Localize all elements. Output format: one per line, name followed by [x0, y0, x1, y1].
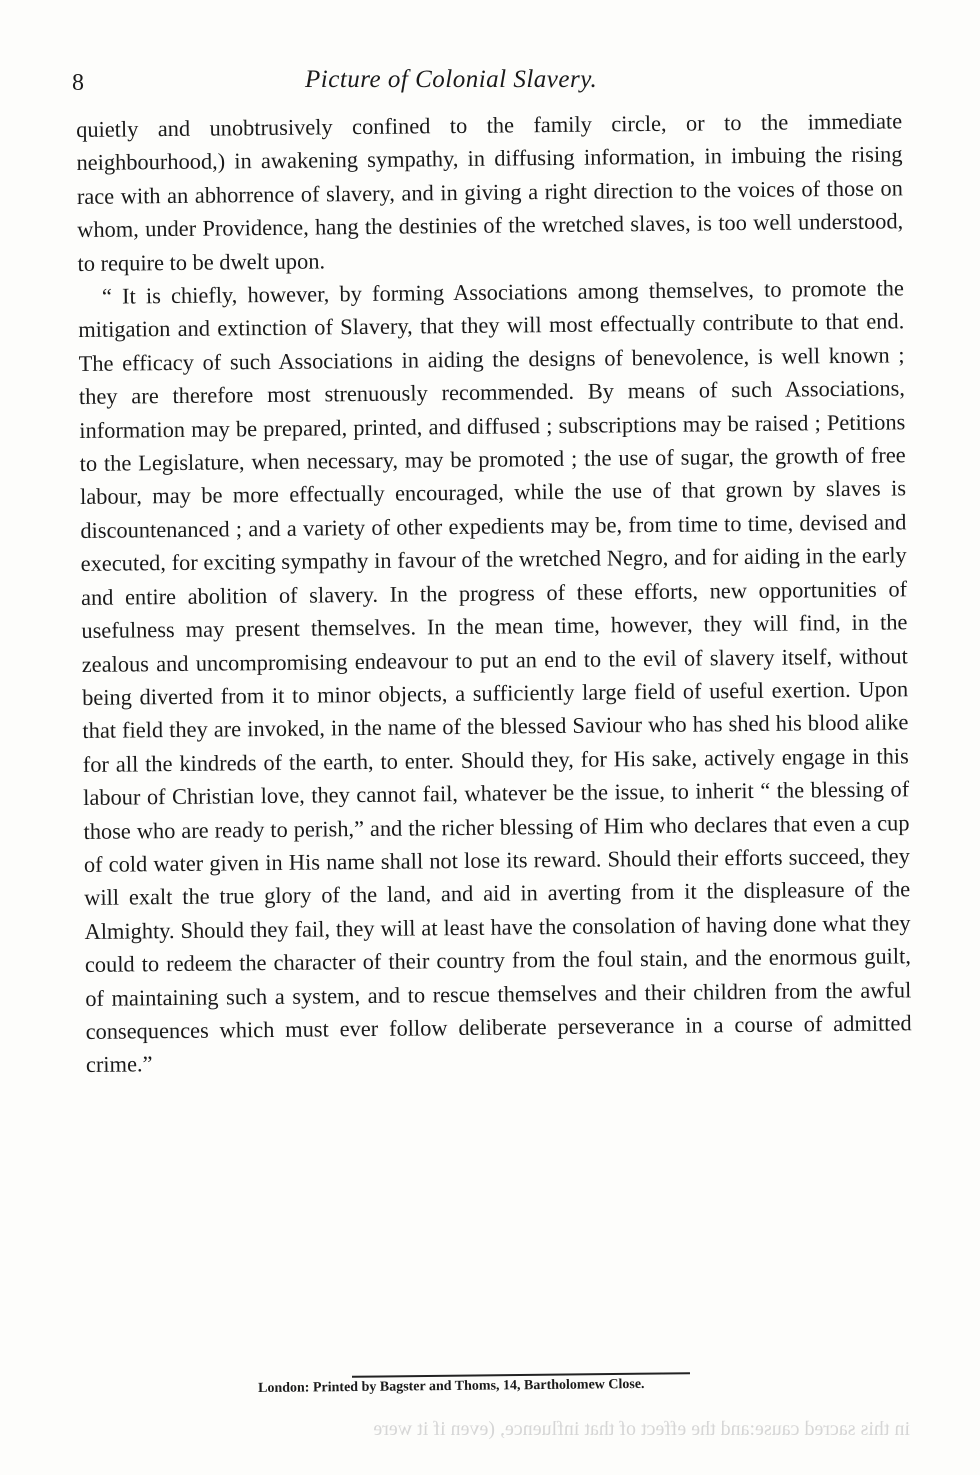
running-head: Picture of Colonial Slavery. [305, 66, 598, 93]
paragraph-1: quietly and unobtrusively confined to the family circle, or to the immediate neighbourhood,) in awakening sympathy, in diffusing information, in imbuing the rising race with an abhorrence of slavery, and in giving a right direction to the voices of those on whom, under Providence, hang the destinies of the wretched slaves, is too well understood, to require to be dwelt upon. [76, 108, 904, 276]
body-text [76, 104, 912, 1081]
page-number: 8 [72, 70, 84, 96]
printer-imprint: London: Printed by Bagster and Thoms, 14, Bartholomew Close. [258, 1376, 645, 1396]
paragraph-2: “ It is chiefly, however, by forming Associations among themselves, to promote the mitigation and extinction of Slavery, that they will most effectually contribute to that end. The efficacy of such Associations in aiding the designs of benevolence, is well known ; they are therefore most strenuously recommended. By means of such Associations, information may be prepared, printed, and diffused ; subscriptions may be raised ; Petitions to the Legislature, when necessary, may be promoted ; the use of sugar, the growth of free labour, may be more effectually encouraged, while the use of that grown by slaves is discountenanced ; and a variety of other expedients may be, from time to time, devised and executed, for exciting sympathy in favour of the wretched Negro, and for aiding in the early and entire abolition of slavery. In the progress of these efforts, new opportunities of usefulness may present themselves. In the mean time, however, they will find, in the zealous and uncompromising endeavour to put an end to the evil of slavery itself, without being diverted from it to minor objects, a sufficiently large field of useful exertion. Upon that field they are invoked, in the name of the blessed Saviour who has shed his blood alike for all the kindreds of the earth, to enter. Should they, for His sake, actively engage in this labour of Christian love, they cannot fail, whatever be the issue, to inherit “ the blessing of those who are ready to perish,” and the richer blessing of Him who declares that even a cup of cold water given in His name shall not lose its reward. Should their efforts succeed, they will exalt the true glory of the land, and aid in averting from it the displeasure of the Almighty. Should they fail, they will at least have the consolation of having done what they could to redeem the character of their country from the foul stain, and the enormous guilt, of maintaining such a system, and to rescue themselves and their children from the awful consequences which must ever follow deliberate perseverance in a course of admitted crime.” [78, 275, 912, 1078]
bleed-through-text: in this sacred cause:and the effect of that influence, (even if it were [373, 1418, 910, 1440]
